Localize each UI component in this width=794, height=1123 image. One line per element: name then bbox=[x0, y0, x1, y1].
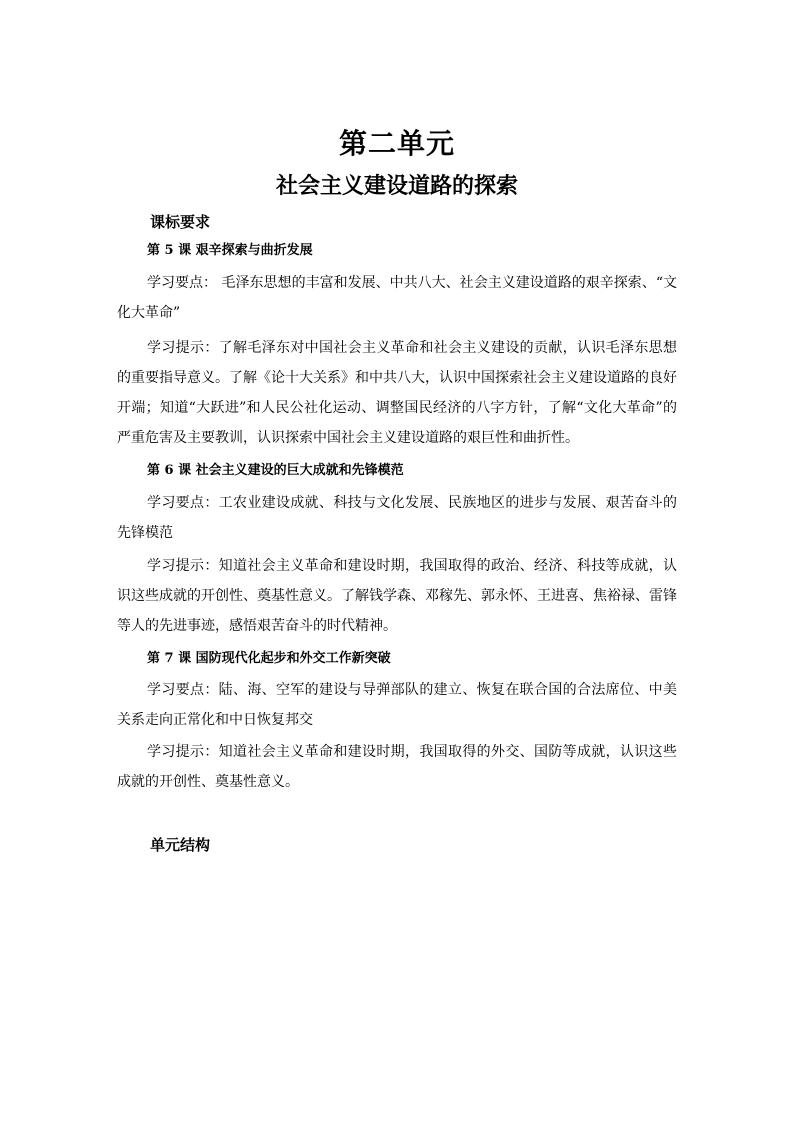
lesson-5-heading: 第 5 课 艰辛探索与曲折发展 bbox=[147, 243, 313, 258]
lesson-5-points: 学习要点： 毛泽东思想的丰富和发展、中共八大、社会主义建设道路的艰辛探索、“文化大革命” bbox=[117, 275, 677, 321]
lesson-6-tips: 学习提示：知道社会主义革命和建设时期，我国取得的政治、经济、科技等成就，认识这些成就的开创性、奠基性意义。了解钱学森、邓稼先、郭永怀、王进喜、焦裕禄、雷锋等人的先进事迹，感悟艰苦奋斗的时代精神。 bbox=[117, 558, 677, 634]
lesson-6-heading: 第 6 课 社会主义建设的巨大成就和先锋模范 bbox=[147, 463, 404, 478]
lesson-6-points: 学习要点：工农业建设成就、科技与文化发展、民族地区的进步与发展、艰苦奋斗的先锋模范 bbox=[117, 495, 677, 541]
lesson-7-tips: 学习提示：知道社会主义革命和建设时期，我国取得的外交、国防等成就，认识这些成就的开创性、奠基性意义。 bbox=[117, 744, 677, 790]
unit-title: 第二单元 bbox=[338, 127, 455, 160]
lesson-7-points: 学习要点：陆、海、空军的建设与导弹部队的建立、恢复在联合国的合法席位、中美关系走向正常化和中日恢复邦交 bbox=[117, 682, 677, 728]
lesson-5-tips: 学习提示：了解毛泽东对中国社会主义革命和社会主义建设的贡献，认识毛泽东思想的重要指导意义。了解《论十大关系》和中共八大，认识中国探索社会主义建设道路的良好开端；知道“大跃进”和人民公社化运动、调整国民经济的八字方针，了解“文化大革命”的严重危害及主要教训，认识探索中国社会主义建设道路的艰巨性和曲折性。 bbox=[117, 340, 677, 446]
lesson-7-heading: 第 7 课 国防现代化起步和外交工作新突破 bbox=[147, 651, 391, 666]
curriculum-heading: 课标要求 bbox=[150, 213, 211, 231]
structure-heading: 单元结构 bbox=[150, 836, 211, 854]
unit-subtitle: 社会主义建设道路的探索 bbox=[275, 173, 518, 199]
